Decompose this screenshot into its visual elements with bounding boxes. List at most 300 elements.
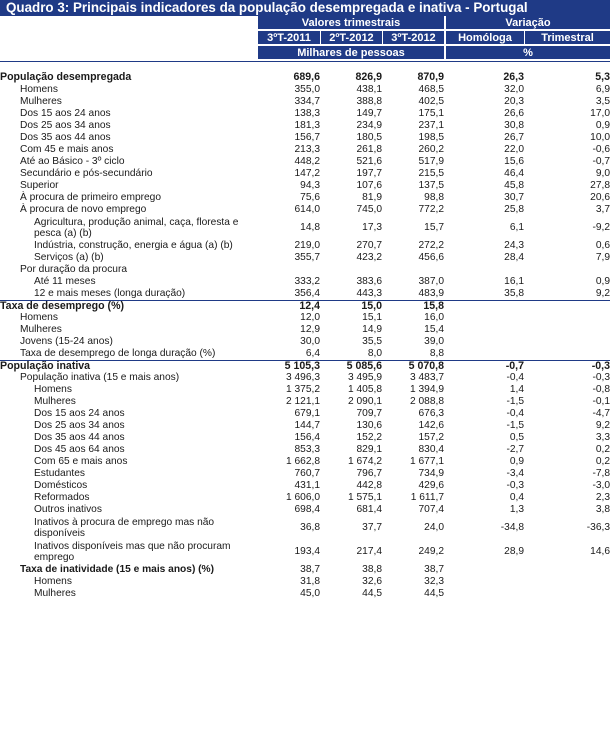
cell-homologa — [444, 324, 524, 336]
row-label: Indústria, construção, energia e água (a) (b) — [34, 240, 233, 252]
cell-2t2012: 217,4 — [356, 546, 382, 558]
table-header — [0, 16, 610, 64]
cell-3t2012: 137,5 — [418, 180, 444, 192]
table-row — [0, 444, 610, 456]
cell-3t2011: 213,3 — [294, 144, 320, 156]
table-row — [0, 420, 610, 432]
row-label: Homens — [34, 576, 72, 588]
cell-3t2012: 32,3 — [424, 576, 444, 588]
cell-2t2012 — [320, 264, 382, 276]
cell-trimestral: -36,3 — [586, 522, 610, 534]
table-row — [0, 408, 610, 420]
cell-3t2011: 356,4 — [294, 288, 320, 300]
cell-homologa: -0,4 — [506, 408, 524, 420]
row-label: População desempregada — [0, 71, 132, 84]
table-row — [0, 216, 610, 240]
table-row — [0, 564, 610, 576]
cell-2t2012: 15,0 — [320, 300, 382, 312]
cell-3t2012: 8,8 — [429, 348, 444, 360]
row-label: Dos 35 aos 44 anos — [20, 132, 111, 144]
cell-trimestral: -4,7 — [592, 408, 610, 420]
cell-trimestral — [524, 312, 610, 324]
cell-trimestral: 27,8 — [590, 180, 610, 192]
cell-trimestral — [524, 564, 610, 576]
cell-trimestral — [524, 348, 610, 360]
cell-3t2011: 355,7 — [294, 252, 320, 264]
header-divider — [0, 61, 610, 62]
cell-2t2012: 745,0 — [356, 204, 382, 216]
cell-2t2012: 826,9 — [355, 71, 382, 84]
row-label: Inativos à procura de emprego mas não disponíveis — [34, 516, 215, 539]
cell-trimestral: 10,0 — [590, 132, 610, 144]
cell-2t2012: 38,8 — [362, 564, 382, 576]
cell-trimestral: 3,8 — [595, 504, 610, 516]
table-row — [0, 312, 610, 324]
cell-2t2012: 14,9 — [362, 324, 382, 336]
cell-2t2012: 1 575,1 — [348, 492, 382, 504]
cell-2t2012: 388,8 — [356, 96, 382, 108]
cell-3t2012: 175,1 — [418, 108, 444, 120]
table-row — [0, 120, 610, 132]
cell-3t2011: 333,2 — [294, 276, 320, 288]
cell-3t2011: 12,9 — [300, 324, 320, 336]
cell-3t2011: 5 105,3 — [258, 360, 320, 372]
cell-trimestral: -0,3 — [524, 360, 610, 372]
cell-3t2011: 138,3 — [294, 108, 320, 120]
cell-3t2012: 24,0 — [424, 522, 444, 534]
cell-3t2012: 734,9 — [418, 468, 444, 480]
cell-3t2012: 429,6 — [418, 480, 444, 492]
header-col-3t2012: 3ºT-2012 — [383, 31, 444, 45]
row-label: Serviços (a) (b) — [34, 252, 104, 264]
cell-3t2011: 760,7 — [294, 468, 320, 480]
cell-2t2012: 44,5 — [362, 588, 382, 600]
cell-trimestral: -0,6 — [592, 144, 610, 156]
cell-3t2012: 157,2 — [418, 432, 444, 444]
cell-3t2012: 1 394,9 — [410, 384, 444, 396]
cell-3t2011: 431,1 — [294, 480, 320, 492]
table-row — [0, 504, 610, 516]
cell-2t2012: 5 085,6 — [320, 360, 382, 372]
table-title: Quadro 3: Principais indicadores da população desempregada e inativa - Portugal — [0, 0, 610, 16]
cell-homologa: -34,8 — [500, 522, 524, 534]
table-row — [0, 180, 610, 192]
cell-trimestral: 0,6 — [595, 240, 610, 252]
cell-trimestral: 2,3 — [595, 492, 610, 504]
row-label: Outros inativos — [34, 504, 102, 516]
cell-3t2011: 355,0 — [294, 84, 320, 96]
cell-trimestral: 9,2 — [595, 288, 610, 300]
cell-3t2011: 12,0 — [300, 312, 320, 324]
table-row — [0, 288, 610, 300]
table-body — [0, 72, 610, 600]
cell-2t2012: 270,7 — [356, 240, 382, 252]
row-label: Dos 35 aos 44 anos — [34, 432, 125, 444]
cell-homologa: -0,4 — [506, 372, 524, 384]
cell-2t2012: 261,8 — [356, 144, 382, 156]
cell-2t2012: 180,5 — [356, 132, 382, 144]
cell-trimestral: 20,6 — [590, 192, 610, 204]
row-label: Taxa de desemprego (%) — [0, 300, 258, 312]
cell-3t2012: 198,5 — [418, 132, 444, 144]
table-row — [0, 96, 610, 108]
table-row — [0, 84, 610, 96]
cell-3t2012: 3 483,7 — [410, 372, 444, 384]
cell-homologa: -0,7 — [444, 360, 524, 372]
cell-trimestral: 9,0 — [595, 168, 610, 180]
cell-homologa: 30,8 — [504, 120, 524, 132]
cell-3t2011: 219,0 — [294, 240, 320, 252]
table-row — [0, 480, 610, 492]
cell-trimestral — [524, 300, 610, 312]
table-row — [0, 372, 610, 384]
table-row — [0, 192, 610, 204]
cell-trimestral: 0,9 — [595, 120, 610, 132]
header-col-homologa: Homóloga — [446, 31, 524, 45]
row-label: Jovens (15-24 anos) — [20, 336, 113, 348]
row-label: À procura de primeiro emprego — [20, 192, 161, 204]
cell-2t2012: 17,3 — [362, 222, 382, 234]
table-row — [0, 384, 610, 396]
cell-2t2012: 709,7 — [356, 408, 382, 420]
cell-trimestral: -0,7 — [592, 156, 610, 168]
cell-3t2011: 448,2 — [294, 156, 320, 168]
cell-2t2012: 197,7 — [356, 168, 382, 180]
cell-trimestral — [524, 576, 610, 588]
row-label: Superior — [20, 180, 59, 192]
cell-3t2011: 75,6 — [300, 192, 320, 204]
cell-homologa: 22,0 — [504, 144, 524, 156]
cell-homologa: -0,3 — [506, 480, 524, 492]
cell-3t2011: 1 375,2 — [286, 384, 320, 396]
cell-3t2011: 334,7 — [294, 96, 320, 108]
cell-3t2011: 614,0 — [294, 204, 320, 216]
cell-2t2012: 796,7 — [356, 468, 382, 480]
cell-2t2012: 234,9 — [356, 120, 382, 132]
table-row — [0, 132, 610, 144]
row-label: Inativos disponíveis mas que não procuram emprego — [34, 540, 231, 563]
row-label: Taxa de inatividade (15 e mais anos) (%) — [20, 564, 215, 576]
row-label: Agricultura, produção animal, caça, floresta e pesca (a) (b) — [34, 216, 239, 239]
cell-3t2011: 38,7 — [300, 564, 320, 576]
row-label: À procura de novo emprego — [20, 204, 147, 216]
table-row — [0, 300, 610, 312]
cell-3t2012: 249,2 — [418, 546, 444, 558]
cell-homologa — [444, 564, 524, 576]
cell-3t2012: 5 070,8 — [382, 360, 444, 372]
cell-3t2011: 156,7 — [294, 132, 320, 144]
cell-3t2012: 830,4 — [418, 444, 444, 456]
cell-3t2012: 1 611,7 — [410, 492, 444, 504]
row-label: Mulheres — [20, 324, 62, 336]
cell-3t2012: 98,8 — [424, 192, 444, 204]
cell-3t2011: 679,1 — [294, 408, 320, 420]
cell-homologa: 26,6 — [504, 108, 524, 120]
row-label: Taxa de desemprego de longa duração (%) — [20, 348, 216, 360]
header-unit-percent: % — [446, 46, 610, 60]
cell-2t2012: 442,8 — [356, 480, 382, 492]
cell-2t2012: 423,2 — [356, 252, 382, 264]
table-row — [0, 432, 610, 444]
table-row — [0, 240, 610, 252]
cell-trimestral: 0,2 — [595, 456, 610, 468]
row-label: Mulheres — [34, 396, 76, 408]
cell-trimestral: -3,0 — [592, 480, 610, 492]
row-label: Homens — [34, 384, 72, 396]
cell-trimestral: -0,8 — [592, 384, 610, 396]
cell-2t2012: 8,0 — [367, 348, 382, 360]
cell-trimestral — [524, 264, 610, 276]
cell-3t2012: 483,9 — [418, 288, 444, 300]
cell-2t2012: 438,1 — [356, 84, 382, 96]
row-label: Mulheres — [20, 96, 62, 108]
cell-3t2011: 1 662,8 — [286, 456, 320, 468]
cell-homologa: 0,4 — [509, 492, 524, 504]
cell-trimestral — [524, 336, 610, 348]
cell-2t2012: 383,6 — [356, 276, 382, 288]
row-label: Estudantes — [34, 468, 85, 480]
header-group-variation: Variação — [446, 16, 610, 30]
cell-3t2011: 14,8 — [300, 222, 320, 234]
cell-3t2012: 387,0 — [418, 276, 444, 288]
table-row — [0, 588, 610, 600]
row-label: Secundário e pós-secundário — [20, 168, 153, 180]
cell-3t2012: 772,2 — [418, 204, 444, 216]
cell-trimestral: -9,2 — [592, 222, 610, 234]
cell-homologa — [444, 264, 524, 276]
cell-3t2011: 36,8 — [300, 522, 320, 534]
cell-3t2012: 676,3 — [418, 408, 444, 420]
row-label: Até ao Básico - 3º ciclo — [20, 156, 125, 168]
cell-3t2011: 181,3 — [294, 120, 320, 132]
row-label: Por duração da procura — [20, 264, 128, 276]
cell-3t2012: 2 088,8 — [410, 396, 444, 408]
cell-2t2012: 107,6 — [356, 180, 382, 192]
table-row — [0, 456, 610, 468]
cell-trimestral: 14,6 — [590, 546, 610, 558]
cell-3t2011: 144,7 — [294, 420, 320, 432]
table-row — [0, 516, 610, 540]
header-col-3t2011: 3ºT-2011 — [258, 31, 320, 45]
cell-2t2012: 35,5 — [362, 336, 382, 348]
cell-3t2011: 94,3 — [300, 180, 320, 192]
cell-homologa: -3,4 — [506, 468, 524, 480]
cell-homologa — [444, 588, 524, 600]
cell-trimestral: 5,3 — [595, 71, 610, 84]
header-group-quarterly: Valores trimestrais — [258, 16, 444, 30]
cell-trimestral: 3,5 — [595, 96, 610, 108]
cell-2t2012: 130,6 — [356, 420, 382, 432]
cell-2t2012: 1 405,8 — [348, 384, 382, 396]
cell-3t2012: 237,1 — [418, 120, 444, 132]
cell-homologa: 35,8 — [504, 288, 524, 300]
row-label: Dos 25 aos 34 anos — [20, 120, 111, 132]
cell-3t2012: 517,9 — [418, 156, 444, 168]
cell-trimestral: -0,1 — [592, 396, 610, 408]
cell-3t2011: 12,4 — [258, 300, 320, 312]
cell-3t2011 — [258, 264, 320, 276]
header-col-trimestral: Trimestral — [525, 31, 610, 45]
cell-3t2012: 15,8 — [382, 300, 444, 312]
table-row — [0, 264, 610, 276]
cell-3t2011: 30,0 — [300, 336, 320, 348]
cell-homologa: -2,7 — [506, 444, 524, 456]
cell-trimestral: 3,3 — [595, 432, 610, 444]
table-row — [0, 204, 610, 216]
row-label: População inativa — [0, 360, 258, 372]
table-row — [0, 72, 610, 84]
cell-3t2011: 3 496,3 — [286, 372, 320, 384]
table-row — [0, 396, 610, 408]
cell-2t2012: 37,7 — [362, 522, 382, 534]
row-label: População inativa (15 e mais anos) — [20, 372, 180, 384]
cell-homologa: 32,0 — [504, 84, 524, 96]
cell-3t2012: 468,5 — [418, 84, 444, 96]
table-row — [0, 144, 610, 156]
cell-3t2012: 260,2 — [418, 144, 444, 156]
cell-homologa: 6,1 — [509, 222, 524, 234]
cell-trimestral — [524, 588, 610, 600]
table-row — [0, 348, 610, 360]
row-label: Mulheres — [34, 588, 76, 600]
row-label: Com 65 e mais anos — [34, 456, 128, 468]
row-label: Dos 15 aos 24 anos — [34, 408, 125, 420]
cell-3t2012: 15,4 — [424, 324, 444, 336]
cell-2t2012: 829,1 — [356, 444, 382, 456]
cell-homologa: -1,5 — [506, 396, 524, 408]
cell-homologa: 28,4 — [504, 252, 524, 264]
header-unit-thousands: Milhares de pessoas — [258, 46, 444, 60]
row-label: Homens — [20, 312, 58, 324]
table-row — [0, 324, 610, 336]
row-label: Dos 15 aos 24 anos — [20, 108, 111, 120]
table-row — [0, 468, 610, 480]
table-row — [0, 540, 610, 564]
cell-homologa: -1,5 — [506, 420, 524, 432]
table-row — [0, 492, 610, 504]
cell-3t2012: 1 677,1 — [410, 456, 444, 468]
cell-3t2012: 456,6 — [418, 252, 444, 264]
cell-2t2012: 149,7 — [356, 108, 382, 120]
cell-3t2012: 39,0 — [424, 336, 444, 348]
row-label: Domésticos — [34, 480, 88, 492]
cell-trimestral: -0,3 — [592, 372, 610, 384]
indicators-table — [0, 72, 610, 600]
cell-3t2011: 698,4 — [294, 504, 320, 516]
cell-2t2012: 681,4 — [356, 504, 382, 516]
cell-3t2011: 193,4 — [294, 546, 320, 558]
cell-3t2012: 142,6 — [418, 420, 444, 432]
cell-homologa: 26,3 — [503, 71, 524, 84]
cell-trimestral: -7,8 — [592, 468, 610, 480]
cell-3t2012: 402,5 — [418, 96, 444, 108]
table-row — [0, 336, 610, 348]
row-label: Dos 45 aos 64 anos — [34, 444, 125, 456]
cell-3t2011: 6,4 — [305, 348, 320, 360]
cell-homologa — [444, 336, 524, 348]
cell-2t2012: 15,1 — [362, 312, 382, 324]
cell-3t2012: 272,2 — [418, 240, 444, 252]
cell-3t2011: 689,6 — [293, 71, 320, 84]
cell-3t2012: 15,7 — [424, 222, 444, 234]
cell-trimestral — [524, 324, 610, 336]
cell-trimestral: 6,9 — [595, 84, 610, 96]
cell-trimestral: 0,2 — [595, 444, 610, 456]
cell-homologa: 20,3 — [504, 96, 524, 108]
cell-homologa: 1,3 — [509, 504, 524, 516]
cell-homologa — [444, 348, 524, 360]
cell-homologa — [444, 312, 524, 324]
table-row — [0, 156, 610, 168]
table-row — [0, 576, 610, 588]
cell-homologa: 25,8 — [504, 204, 524, 216]
cell-trimestral: 7,9 — [595, 252, 610, 264]
table-row — [0, 360, 610, 372]
cell-3t2011: 31,8 — [300, 576, 320, 588]
cell-trimestral: 3,7 — [595, 204, 610, 216]
cell-3t2012: 707,4 — [418, 504, 444, 516]
cell-homologa: 46,4 — [504, 168, 524, 180]
row-label: Dos 25 aos 34 anos — [34, 420, 125, 432]
table-row — [0, 108, 610, 120]
cell-homologa: 16,1 — [504, 276, 524, 288]
cell-homologa: 45,8 — [504, 180, 524, 192]
cell-homologa: 26,7 — [504, 132, 524, 144]
cell-2t2012: 1 674,2 — [348, 456, 382, 468]
table-row — [0, 252, 610, 264]
row-label: Com 45 e mais anos — [20, 144, 114, 156]
cell-homologa — [444, 300, 524, 312]
cell-homologa: 24,3 — [504, 240, 524, 252]
cell-2t2012: 443,3 — [356, 288, 382, 300]
row-label: Homens — [20, 84, 58, 96]
cell-3t2011: 1 606,0 — [286, 492, 320, 504]
cell-trimestral: 17,0 — [590, 108, 610, 120]
table-row — [0, 168, 610, 180]
cell-3t2011: 45,0 — [300, 588, 320, 600]
cell-3t2012: 16,0 — [424, 312, 444, 324]
cell-homologa: 15,6 — [504, 156, 524, 168]
cell-3t2012: 870,9 — [417, 71, 444, 84]
cell-2t2012: 81,9 — [362, 192, 382, 204]
row-label: 12 e mais meses (longa duração) — [34, 288, 186, 300]
cell-homologa — [444, 576, 524, 588]
header-col-2t2012: 2ºT-2012 — [321, 31, 382, 45]
cell-2t2012: 32,6 — [362, 576, 382, 588]
cell-homologa: 28,9 — [504, 546, 524, 558]
cell-3t2012: 215,5 — [418, 168, 444, 180]
row-label: Até 11 meses — [34, 276, 96, 288]
cell-3t2011: 147,2 — [294, 168, 320, 180]
cell-3t2011: 853,3 — [294, 444, 320, 456]
cell-trimestral: 0,9 — [595, 276, 610, 288]
cell-3t2011: 156,4 — [294, 432, 320, 444]
cell-homologa: 0,9 — [509, 456, 524, 468]
cell-2t2012: 2 090,1 — [348, 396, 382, 408]
cell-2t2012: 152,2 — [356, 432, 382, 444]
cell-homologa: 30,7 — [504, 192, 524, 204]
cell-2t2012: 3 495,9 — [348, 372, 382, 384]
cell-2t2012: 521,6 — [356, 156, 382, 168]
cell-3t2012: 38,7 — [424, 564, 444, 576]
cell-3t2011: 2 121,1 — [286, 396, 320, 408]
cell-3t2012 — [382, 264, 444, 276]
row-label: Reformados — [34, 492, 90, 504]
table-row — [0, 276, 610, 288]
cell-trimestral: 9,2 — [595, 420, 610, 432]
cell-homologa: 1,4 — [509, 384, 524, 396]
cell-homologa: 0,5 — [509, 432, 524, 444]
